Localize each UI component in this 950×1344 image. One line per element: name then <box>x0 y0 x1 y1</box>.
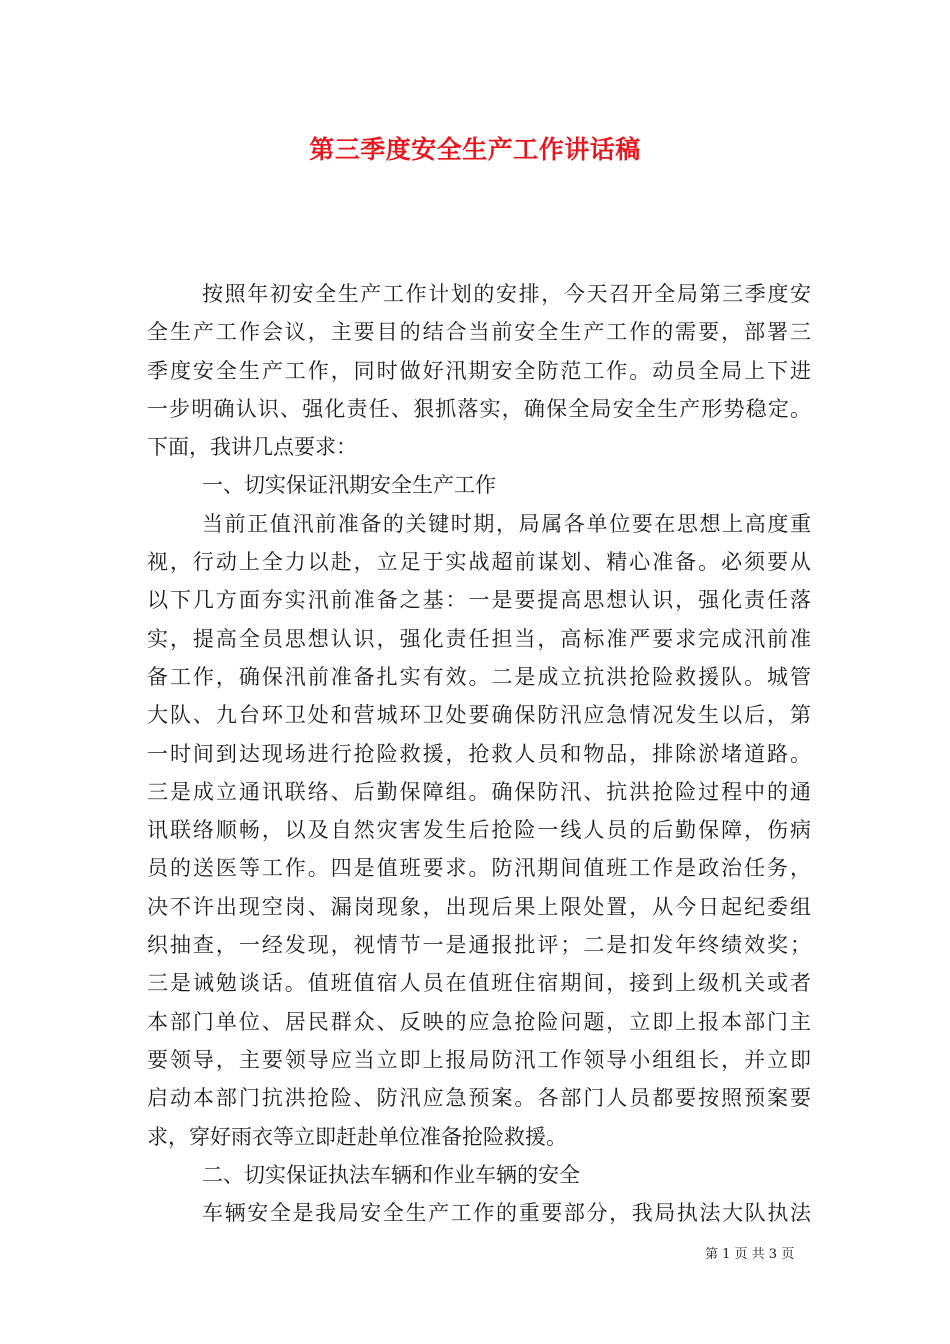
text-line: 员的送医等工作。四是值班要求。防汛期间值班工作是政治任务， <box>147 856 811 881</box>
page-footer: 第 1 页 共 3 页 <box>705 1247 795 1262</box>
text-line: 全生产工作会议，主要目的结合当前安全生产工作的需要，部署三 <box>147 320 811 345</box>
document-body <box>147 275 811 1232</box>
section-heading: 一、切实保证汛期安全生产工作 <box>202 473 496 498</box>
text-line: 讯联络顺畅，以及自然灾害发生后抢险一线人员的后勤保障，伤病 <box>147 818 811 843</box>
text-line: 一步明确认识、强化责任、狠抓落实，确保全局安全生产形势稳定。 <box>147 396 811 421</box>
text-line: 下面，我讲几点要求： <box>147 435 357 460</box>
text-line: 要领导，主要领导应当立即上报局防汛工作领导小组组长，并立即 <box>147 1047 811 1072</box>
text-line: 车辆安全是我局安全生产工作的重要部分，我局执法大队执法 <box>202 1201 811 1226</box>
section-heading: 二、切实保证执法车辆和作业车辆的安全 <box>202 1162 580 1187</box>
text-line: 启动本部门抗洪抢险、防汛应急预案。各部门人员都要按照预案要 <box>147 1086 811 1111</box>
text-line: 以下几方面夯实汛前准备之基：一是要提高思想认识，强化责任落 <box>147 588 811 613</box>
text-line: 按照年初安全生产工作计划的安排，今天召开全局第三季度安 <box>202 282 811 306</box>
text-line: 织抽查，一经发现，视情节一是通报批评；二是扣发年终绩效奖； <box>147 933 811 958</box>
text-line: 大队、九台环卫处和营城环卫处要确保防汛应急情况发生以后，第 <box>147 703 811 728</box>
text-line: 实，提高全员思想认识，强化责任担当，高标准严要求完成汛前准 <box>147 626 811 651</box>
text-line: 一时间到达现场进行抢险救援，抢救人员和物品，排除淤堵道路。 <box>147 741 811 766</box>
text-line: 求，穿好雨衣等立即赶赴单位准备抢险救援。 <box>147 1124 567 1149</box>
text-line: 当前正值汛前准备的关键时期，局属各单位要在思想上高度重 <box>202 511 811 536</box>
text-line: 决不许出现空岗、漏岗现象，出现后果上限处置，从今日起纪委组 <box>147 894 811 919</box>
text-line: 本部门单位、居民群众、反映的应急抢险问题，立即上报本部门主 <box>147 1009 811 1034</box>
document-title: 第三季度安全生产工作讲话稿 <box>309 135 641 164</box>
text-line: 三是成立通讯联络、后勤保障组。确保防汛、抗洪抢险过程中的通 <box>147 779 811 804</box>
text-line: 视，行动上全力以赴，立足于实战超前谋划、精心准备。必须要从 <box>147 550 811 575</box>
text-line: 季度安全生产工作，同时做好汛期安全防范工作。动员全局上下进 <box>147 358 811 383</box>
text-line: 三是诫勉谈话。值班值宿人员在值班住宿期间，接到上级机关或者 <box>147 971 811 996</box>
text-line: 备工作，确保汛前准备扎实有效。二是成立抗洪抢险救援队。城管 <box>147 664 811 689</box>
